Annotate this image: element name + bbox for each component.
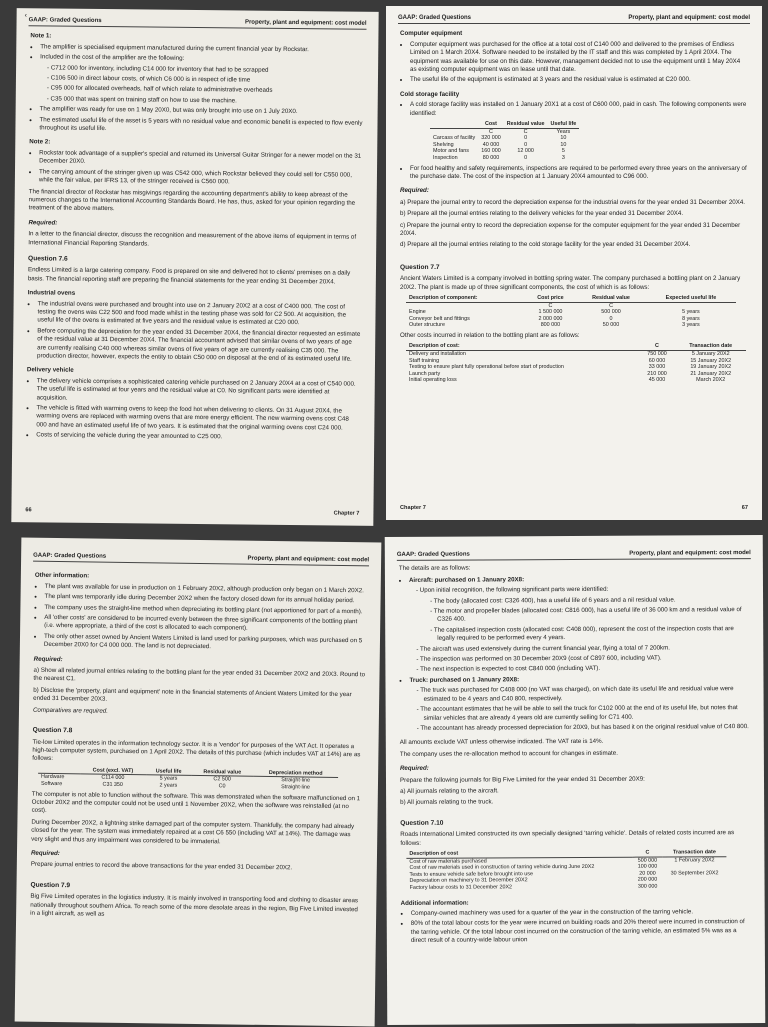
list-item: • Costs of servicing the vehicle during the year amounted to C25 000. xyxy=(36,432,360,444)
table-row: Outer structure 800 000 50 000 3 years xyxy=(409,322,700,329)
table-cell: C xyxy=(523,128,528,135)
required-label: Required: xyxy=(33,655,63,663)
table-row: Engine 1 500 000 500 000 5 years xyxy=(409,309,700,316)
table-row: Initial operating loss 45 000 March 20X2 xyxy=(409,377,726,384)
note2-title: Note 2: xyxy=(29,138,51,146)
list-item: • Company-owned machinery was used for a quarter of the year in the construction of the tarring vehicle. xyxy=(411,908,751,918)
list-item: - The motor and propeller blades (allocated cost: C816 000), has a useful life of 36 000 km and a residual value of C326 400. xyxy=(437,606,749,624)
requirement-b: b) Prepare all the journal entries relating to the delivery vehicles for the year ended 31 December 20X4. xyxy=(400,210,684,218)
list-item: • The only other asset owned by Ancient Waters Limited is land used for parking purposes, which was purchased on 5 December 20X0 for C4 000 000. The land is not depreciated. xyxy=(44,633,366,654)
table-header: Cost price xyxy=(525,295,577,302)
list-item: • A cold storage facility was installed on 1 January 20X1 at a cost of C600 000, paid in cash. The following components were identified: xyxy=(410,101,748,118)
table-header: Residual value xyxy=(191,769,253,777)
table-row: Launch party 210 000 21 January 20X2 xyxy=(409,370,732,377)
table-cell xyxy=(430,128,478,135)
section-title: Industrial ovens xyxy=(27,289,76,297)
section-title: Additional information: xyxy=(400,899,469,907)
table-header: Description of cost xyxy=(406,850,632,858)
note1-sublist xyxy=(40,64,364,107)
chapter-label: Chapter 7 xyxy=(400,504,426,511)
header-right: Property, plant and equipment: cost model xyxy=(628,15,750,21)
header-left: GAAP: Graded Questions xyxy=(398,15,472,21)
section-title: Computer equipment xyxy=(400,30,463,38)
list-item: - C106 500 in direct labour costs, of which C6 000 is in respect of idle time xyxy=(54,75,364,87)
corner-mark: ‹ xyxy=(24,12,28,20)
table-row: Conveyor belt and fittings 2 000 000 0 8 years xyxy=(409,315,700,322)
list-item: - The truck was purchased for C408 000 (no VAT was charged), on which date its useful life and residual value were estimated to be 4 years and C40 800, respectively. xyxy=(424,685,750,704)
section-title: Cold storage facility xyxy=(400,90,460,98)
table-row: Depreciation on machinery to 31 December 20X2 200 000 xyxy=(409,876,658,885)
required-label: Required: xyxy=(28,218,58,227)
table-header: Transaction date xyxy=(675,343,746,350)
header-right: Property, plant and equipment: cost model xyxy=(247,555,370,564)
requirement-a: a) All journals relating to the aircraft. xyxy=(400,787,499,795)
paragraph: Other costs incurred in relation to the bottling plant are as follows: xyxy=(400,332,580,340)
list-item: • The amplifier is specialised equipment manufactured during the current financial year by Rockstar. xyxy=(40,43,364,55)
computer-list xyxy=(400,41,748,85)
table-header: Residual value xyxy=(576,295,646,302)
list-item: • Before computing the depreciation for the year ended 31 December 20X4, the financial director requested an estimate of the residual value at 31 December 20X4. The financial accountant advised that similar ovens of two years of age are currently realising C40 000 whereas similar ovens of five years of age are currently realising C35 000. The production director, however, expects the entity to obtain C50 000 on disposal at the end of its estimated useful life. xyxy=(37,327,361,364)
list-item: - The inspection was performed on 30 December 20X9 (cost of C897 600, including VAT). xyxy=(423,654,749,664)
list-item: - C35 000 that was spent on training staff on how to use the machine. xyxy=(54,95,364,107)
delivery-list xyxy=(26,377,361,443)
requirement-c: c) Prepare the journal entry to record the depreciation expense for the computer equipment for the year ended 31 December 20X4. xyxy=(400,221,741,238)
paragraph: In a letter to the financial director, discuss the recognition and measurement of the above items of equipment in terms of International Financial Reporting Standards. xyxy=(28,230,357,248)
section-title: Delivery vehicle xyxy=(26,366,74,375)
paragraph: The details are as follows: xyxy=(398,564,471,573)
list-item: • Aircraft: purchased on 1 January 20X8: - Upon initial recognition, the following significant parts were identified: - The body (allocated cost: C326 400), has a useful life of 6 years and a nil residual value. - The motor and propeller blades (allocated cost: C816 000), has a useful life of 36 000 km and a residual value of C326 400. - The capitalised inspection costs (allocated cost: C408 000), represent the cost of the inspection costs that are legally required to be performed every 4 years. - The aircraft was used extensively during the current financial year, flying a total of 7 200km. - The inspection was performed on 30 December 20X9 (cost of C897 600, including VAT). - The next inspection is expected to cost C840 000 (including VAT). xyxy=(409,575,750,675)
cold-list xyxy=(400,101,748,118)
list-item: • The company uses the straight-line method when depreciating its bottling plant (not apportioned for part of a month). xyxy=(44,603,366,616)
list-item: • Truck: purchased on 1 January 20X8: - The truck was purchased for C408 000 (no VAT was charged), on which date its useful life and residual value were estimated to be 4 years and C40 800, respectively. - The accountant estimates that he will be able to sell the truck for C102 000 at the end of its useful life, but notes that similar vehicles that are already 4 years old are currently selling for C71 400. - The accountant has already processed depreciation for 20X9, but has based it on the original residual value of C40 800. xyxy=(409,675,749,733)
list-item: • For food healthy and safety requirements, inspections are required to be performed every three years on the anniversary of the purchase date. The cost of the inspection at 1 January 20X4 amounted to C96 000. xyxy=(410,165,748,182)
table-row: Hardware C114 000 5 years C2 500 Straight-line xyxy=(41,774,311,784)
list-item: - C712 000 for inventory, including C14 000 for inventory that had to be scrapped xyxy=(54,64,364,76)
table-row: Delivery and installation 750 000 5 January 20X2 xyxy=(409,351,730,358)
list-item: • The delivery vehicle comprises a sophisticated catering vehicle purchased on 2 January 20X4 at a cost of C540 000. The useful life is estimated at four years and the residual value at C0. No significant parts were identified at acquisition. xyxy=(37,377,361,406)
list-item: - The accountant has already processed depreciation for 20X9, but has based it on the original residual value of C40 800. xyxy=(424,723,750,733)
page-footer xyxy=(400,504,748,512)
paragraph: All amounts exclude VAT unless otherwise indicated. The VAT rate is 14%. xyxy=(399,738,604,747)
table-header: Depreciation method xyxy=(253,769,338,777)
page-69 xyxy=(385,535,766,1025)
table-header: Description of component: xyxy=(406,295,525,302)
table-header xyxy=(430,121,478,128)
page-footer xyxy=(25,506,359,518)
table-header: Description of cost: xyxy=(406,343,639,350)
list-item: • The plant was available for use in production on 1 February 20X2, although production only began on 1 March 20X2. xyxy=(45,583,367,596)
list-item: • The amplifier was ready for use on 1 May 20X0, but was only brought into use on 1 July 20X0. xyxy=(40,106,364,118)
truck-sublist xyxy=(410,685,750,733)
table-cell: C xyxy=(489,128,493,135)
page-header xyxy=(397,549,751,561)
page-header xyxy=(398,14,750,24)
table-row: Carcass of facility 320 000 0 10 xyxy=(433,135,567,142)
paragraph: Ancient Waters Limited is a company involved in bottling spring water. The company purchased a bottling plant on 2 January 20X2. The plant is made up of three significant components, the cost of which is as follows: xyxy=(400,275,741,291)
comparatives-note: Comparatives are required. xyxy=(32,706,109,715)
header-left: GAAP: Graded Questions xyxy=(28,17,102,25)
list-item: - The capitalised inspection costs (allocated cost: C408 000), represent the cost of the inspection costs that are legally required to be performed every 4 years. xyxy=(437,625,749,643)
paragraph: Prepare the following journals for Big Five Limited for the year ended 31 December 20X9: xyxy=(399,775,645,784)
it-purchase-table xyxy=(38,766,338,791)
table-header: Useful life xyxy=(146,768,191,776)
table-header: C xyxy=(639,343,676,350)
additional-info-list xyxy=(401,908,751,945)
table-row: Cost of raw materials used in construction of tarring vehicle during June 20X2 100 000 xyxy=(409,863,658,872)
chapter-label: Chapter 7 xyxy=(333,510,360,517)
paragraph: Big Five Limited operates in the logistics industry. It is mainly involved in transporting food and clothing to disaster areas nationally throughout southern Africa. To reach some of the more desolate areas in the region, Big Five Limited invested in a light aircraft, as well as xyxy=(30,892,359,918)
header-right: Property, plant and equipment: cost model xyxy=(244,19,367,27)
table-header: Cost xyxy=(478,121,504,128)
table-header: C xyxy=(632,850,662,857)
table-header: Cost (excl. VAT) xyxy=(80,767,146,775)
table-row: Cost of raw materials purchased 500 000 1 February 20X2 xyxy=(409,856,715,865)
list-item: • All 'other costs' are considered to be incurred evenly between the three significant components of the bottling plant (i.e. where appropriate, a third of the cost is allocated to each component). xyxy=(44,614,366,635)
page-67 xyxy=(386,6,762,520)
table-row: Tests to ensure vehicle safe before brought into use 20 000 30 September 20X2 xyxy=(409,869,719,878)
ovens-list xyxy=(27,300,362,364)
other-info-list xyxy=(34,583,367,654)
question-title: Question 7.10 xyxy=(400,819,444,827)
note2-list xyxy=(29,149,363,188)
question-title: Question 7.7 xyxy=(400,263,440,271)
list-item: • Included in the cost of the amplifier are the following: - C712 000 for inventory, including C14 000 for inventory that had to be scrapped - C106 500 in direct labour costs, of which C6 000 is in respect of idle time - C95 000 for allocated overheads, half of which relate to administrative overheads - C35 000 that was spent on training staff on how to use the machine. xyxy=(40,54,365,107)
paragraph: During December 20X2, a lightning strike damaged part of the computer system. Thankfully, the company had already closed for the year. The system was immediately repaired at a cost C6 550 (including VAT at 14%). The damage was very slight and thus any impairment was considered to be immaterial. xyxy=(31,818,355,845)
list-item: - The body (allocated cost: C326 400), has a useful life of 6 years and a nil residual value. xyxy=(437,596,749,606)
question-title: Question 7.9 xyxy=(30,881,71,889)
paragraph: Roads International Limited constructed its own specially designed 'tarring vehicle'. Details of related costs incurred are as follows: xyxy=(400,829,735,847)
paragraph: The computer is not able to function without the software. This was demonstrated when the software malfunctioned on 1 October 20X2 and the computer could not be used until 1 November 20X2, when the software was reinstalled (at no cost). xyxy=(31,790,361,815)
aircraft-list xyxy=(399,575,750,733)
table-cell: Years xyxy=(556,128,571,135)
question-title: Question 7.6 xyxy=(28,255,68,263)
note1-title: Note 1: xyxy=(30,32,52,40)
table-row: Shelving 40 000 0 10 xyxy=(433,141,567,148)
table-header: Residual value xyxy=(504,121,548,128)
list-item: • The vehicle is fitted with warming ovens to keep the food hot when delivering to clients. On 31 August 20X4, the warming ovens are replaced with warming ovens that are more energy efficient. The new warming ovens cost C48 000 and have an estimated useful life of two years. It is estimated that the original warming ovens cost C24 000. xyxy=(36,404,360,433)
question-title: Question 7.8 xyxy=(32,726,73,735)
components-table: Description of component: Cost price Residual value Expected useful life C C Engine 1 500 000 500 000 5 years Conveyor belt and fittings 2 000 000 0 8 years Outer structure 800 000 50 000 3 years xyxy=(406,295,736,329)
table-header: Expected useful life xyxy=(646,295,736,302)
table-row: Inspection 80 000 0 3 xyxy=(433,155,565,162)
list-item: • The useful life of the equipment is estimated at 3 years and the residual value is estimated at C20 000. xyxy=(410,76,748,84)
header-left: GAAP: Graded Questions xyxy=(33,552,107,560)
cold-storage-table xyxy=(430,121,579,162)
list-item: • Rockstar took advantage of a supplier's special and returned its Universal Guitar Stringer for a newer model on the 31 December 20X0. xyxy=(39,149,363,169)
list-item: - The aircraft was used extensively during the current financial year, flying a total of 7 200km. xyxy=(423,644,749,654)
other-costs-table xyxy=(406,343,746,384)
requirement-d: d) Prepare all the journal entries relating to the cold storage facility for the year ended 31 December 20X4. xyxy=(400,241,691,249)
table-row: Software C31 350 2 years C0 Straight-line xyxy=(40,780,310,791)
page-68 xyxy=(15,538,382,1027)
list-item: • Computer equipment was purchased for the office at a total cost of C140 000 and delivered to the premises of Endless Limited on 1 March 20X4. Software needed to be installed by the IT staff and this was completed by 1 April 20X4. The equipment was available for use on this date. However, management decided not to use the equipment until 1 May 20X4 as existing computer equipment was on lease until that date. xyxy=(410,41,748,75)
table-header: Transaction date xyxy=(662,849,726,856)
requirement-a: a) Prepare the journal entry to record the depreciation expense for the industrial ovens for the year ended 31 December 20X4. xyxy=(400,198,745,206)
list-item: - The accountant estimates that he will be able to sell the truck for C102 000 at the end of its useful life, but notes that similar vehicles that are already 4 years old are currently selling for C71 400. xyxy=(424,704,750,723)
requirement-a: a) Show all related journal entries relating to the bottling plant for the year ended 31 December 20X2 and 20X3. Round to the nearest C1. xyxy=(33,666,366,683)
page-header xyxy=(33,552,369,567)
table-row: Motor and fans 160 000 12 000 5 xyxy=(433,148,565,155)
header-left: GAAP: Graded Questions xyxy=(396,551,470,558)
list-item: • The plant was temporarily idle during December 20X2 when the factory closed down for its annual holiday period. xyxy=(45,593,367,606)
page-66 xyxy=(11,8,378,526)
requirement-b: b) All journals relating to the truck. xyxy=(400,798,494,807)
paragraph: Prepare journal entries to record the above transactions for the year ended 31 December 20X2. xyxy=(30,861,293,872)
list-item: • The carrying amount of the stringer given up was C542 000, which Rockstar believed they could sell for C550 000, while the fair value, per IFRS 13, of the stringer received is C560 000. xyxy=(39,168,363,188)
page-number: 66 xyxy=(25,506,32,513)
tarring-costs-table xyxy=(406,849,726,891)
section-title: Other information: xyxy=(34,572,90,580)
list-item: • The industrial ovens were purchased and brought into use on 2 January 20X2 at a cost of C400 000. The cost of testing the ovens was C22 500 and food made whilst in the testing phase was sold for C2 500. At acquisition, the useful life of the ovens is estimated at five years and the residual value is estimated at C20 000. xyxy=(37,300,361,329)
list-item: - The next inspection is expected to cost C840 000 (including VAT). xyxy=(423,665,749,675)
list-item: - Upon initial recognition, the following significant parts were identified: - The body (allocated cost: C326 400), has a useful life of 6 years and a nil residual value. - The motor and propeller blades (allocated cost: C816 000), has a useful life of 36 000 km and a residual value of C326 400. - The capitalised inspection costs (allocated cost: C408 000), represent the cost of the inspection costs that are legally required to be performed every 4 years. xyxy=(423,585,749,643)
aircraft-parts-list xyxy=(423,596,749,644)
list-item: - C95 000 for allocated overheads, half of which relate to administrative overheads xyxy=(54,85,364,97)
table-header: Useful life xyxy=(548,121,580,128)
list-item: • 80% of the total labour costs for the year were incurred on building roads and 20% thereof were incurred in construction of the tarring vehicle. Of the total labour cost incurred on the construction of the tarring vehicle, an estimated 5% was as a direct result of a country-wide labour union xyxy=(411,918,751,945)
table-row: Staff training 60 000 15 January 20X2 xyxy=(409,357,732,364)
note1-list xyxy=(29,43,364,136)
requirement-b: b) Disclose the 'property, plant and equipment' note in the financial statements of Ancient Waters Limited for the year ended 31 December 20X3. xyxy=(33,686,352,704)
paragraph: Endless Limited is a large catering company. Food is prepared on site and delivered hot to clients' premises on a daily basis. The financial reporting staff are preparing the financial statements for the year ending 31 December 20X4. xyxy=(27,266,351,286)
required-label: Required: xyxy=(30,849,60,858)
paragraph: The company uses the re-allocation method to account for changes in estimate. xyxy=(399,749,618,758)
paragraph: Tie-low Limited operates in the information technology sector. It is a 'vendor' for purposes of the VAT Act. It operates a high-tech computer system, purchased on 1 April 20X2. The details of this purchase (which includes VAT at 14%) are as follows: xyxy=(32,738,361,763)
paragraph: The financial director of Rockstar has misgivings regarding the accounting department's ability to keep abreast of the numerous changes to the International Accounting Standards Board. He has, thus, asked for your opinion regarding the treatment of the above matters. xyxy=(28,187,356,213)
header-right: Property, plant and equipment: cost model xyxy=(629,550,751,557)
required-label: Required: xyxy=(400,187,429,195)
page-header xyxy=(29,16,367,30)
table-row: Factory labour costs to 31 December 20X2 300 000 xyxy=(409,883,658,891)
list-item: • The estimated useful life of the asset is 5 years with no residual value and economic benefit is expected to flow evenly throughout its useful life. xyxy=(39,116,363,136)
page-number: 67 xyxy=(741,504,748,511)
required-label: Required: xyxy=(399,764,429,773)
cold-list-2 xyxy=(400,165,748,182)
aircraft-sublist xyxy=(409,585,749,674)
table-row: Testing to ensure plant fully operational before start of production 33 000 19 January 20X2 xyxy=(409,364,732,371)
